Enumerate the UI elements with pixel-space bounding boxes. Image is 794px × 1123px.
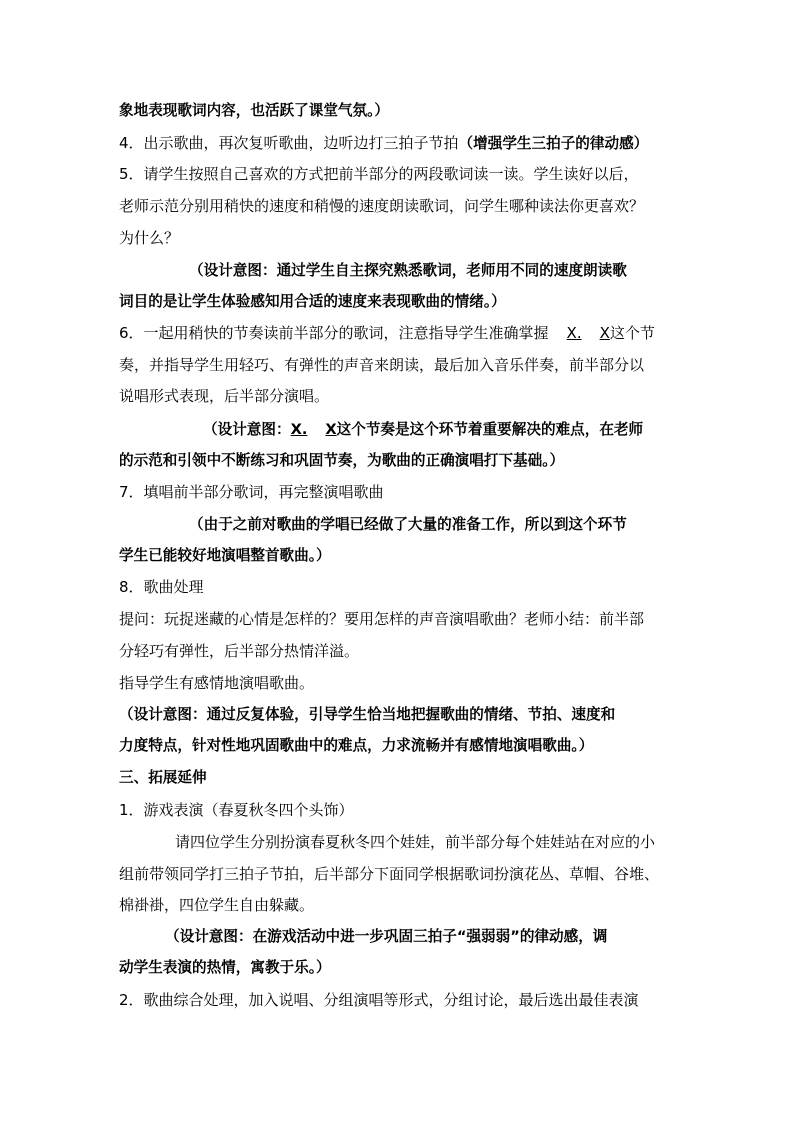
step-4-line bbox=[119, 133, 679, 154]
design-intent-line: 的示范和引领中不断练习和巩固节奏，为歌曲的正确演唱打下基础。） bbox=[119, 452, 565, 469]
paragraph-line: 象地表现歌词内容，也活跃了课堂气氛。） bbox=[119, 102, 389, 119]
rhythm-symbol-dotted: X. bbox=[566, 324, 582, 342]
design-intent-line: 词目的是让学生体验感知用合适的速度来表现歌曲的情绪。） bbox=[119, 293, 506, 310]
rhythm-symbol-dotted: X. bbox=[290, 421, 308, 438]
paragraph-line: 说唱形式表现，后半部分演唱。 bbox=[119, 387, 330, 405]
paragraph-line: 组前带领同学打三拍子节拍，后半部分下面同学根据歌词扮演花丛、草帽、谷堆、 bbox=[119, 865, 660, 883]
step-6-text-end: 这个节 bbox=[609, 324, 655, 342]
design-intent-prefix: （设计意图： bbox=[203, 421, 291, 438]
game-item-line: 1．游戏表演（春夏秋冬四个头饰） bbox=[119, 801, 354, 819]
paragraph-line: 指导学生有感情地演唱歌曲。 bbox=[119, 674, 315, 692]
paragraph-line: 奏，并指导学生用轻巧、有弹性的声音来朗读，最后加入音乐伴奏，前半部分以 bbox=[119, 356, 645, 374]
design-intent-line: （设计意图：在游戏活动中进一步巩固三拍子“强弱弱”的律动感，调 bbox=[165, 928, 608, 945]
paragraph-line: 请四位学生分别扮演春夏秋冬四个娃娃，前半部分每个娃娃站在对应的小 bbox=[175, 833, 656, 851]
paragraph-line: 棉褂褂，四位学生自由躲藏。 bbox=[119, 896, 315, 914]
note-line: （由于之前对歌曲的学唱已经做了大量的准备工作，所以到这个环节 bbox=[189, 516, 627, 533]
step-6-text: 6．一起用稍快的节奏读前半部分的歌词，注意指导学生准确掌握 bbox=[119, 324, 549, 342]
step-6-line bbox=[119, 323, 679, 343]
design-intent-line: （设计意图：通过学生自主探究熟悉歌词，老师用不同的速度朗读歌 bbox=[189, 262, 627, 279]
rhythm-symbol: X bbox=[325, 421, 337, 438]
step-4-note: （增强学生三拍子的律动感） bbox=[458, 135, 649, 152]
section-heading: 三、拓展延伸 bbox=[119, 769, 207, 786]
rhythm-symbol: X bbox=[599, 324, 610, 342]
paragraph-line: 分轻巧有弹性，后半部分热情洋溢。 bbox=[119, 642, 360, 660]
design-intent-line: 力度特点，针对性地巩固歌曲中的难点，力求流畅并有感情地演唱歌曲。） bbox=[119, 737, 594, 754]
step-5-line: 5．请学生按照自己喜欢的方式把前半部分的两段歌词读一读。学生读好以后， bbox=[119, 165, 639, 183]
step-8-line: 8．歌曲处理 bbox=[119, 578, 204, 596]
design-intent-text: 这个节奏是这个环节着重要解决的难点，在老师 bbox=[336, 421, 644, 438]
step-4-text: 4．出示歌曲，再次复听歌曲，边听边打三拍子节拍 bbox=[119, 134, 459, 152]
note-line: 学生已能较好地演唱整首歌曲。） bbox=[119, 547, 331, 564]
design-intent-line: 动学生表演的热情，寓教于乐。） bbox=[119, 959, 331, 976]
paragraph-line: 老师示范分别用稍快的速度和稍慢的速度朗读歌词，问学生哪种读法你更喜欢？ bbox=[119, 197, 645, 215]
design-intent-line bbox=[203, 420, 763, 440]
step-7-line: 7．填唱前半部分歌词，再完整演唱歌曲 bbox=[119, 483, 384, 501]
design-intent-line: （设计意图：通过反复体验，引导学生恰当地把握歌曲的情绪、节拍、速度和 bbox=[119, 706, 616, 723]
paragraph-line: 2．歌曲综合处理，加入说唱、分组演唱等形式，分组讨论，最后选出最佳表演 bbox=[119, 991, 639, 1009]
paragraph-line: 提问：玩捉迷藏的心情是怎样的？要用怎样的声音演唱歌曲？老师小结：前半部 bbox=[119, 610, 645, 628]
paragraph-line: 为什么？ bbox=[119, 229, 180, 247]
